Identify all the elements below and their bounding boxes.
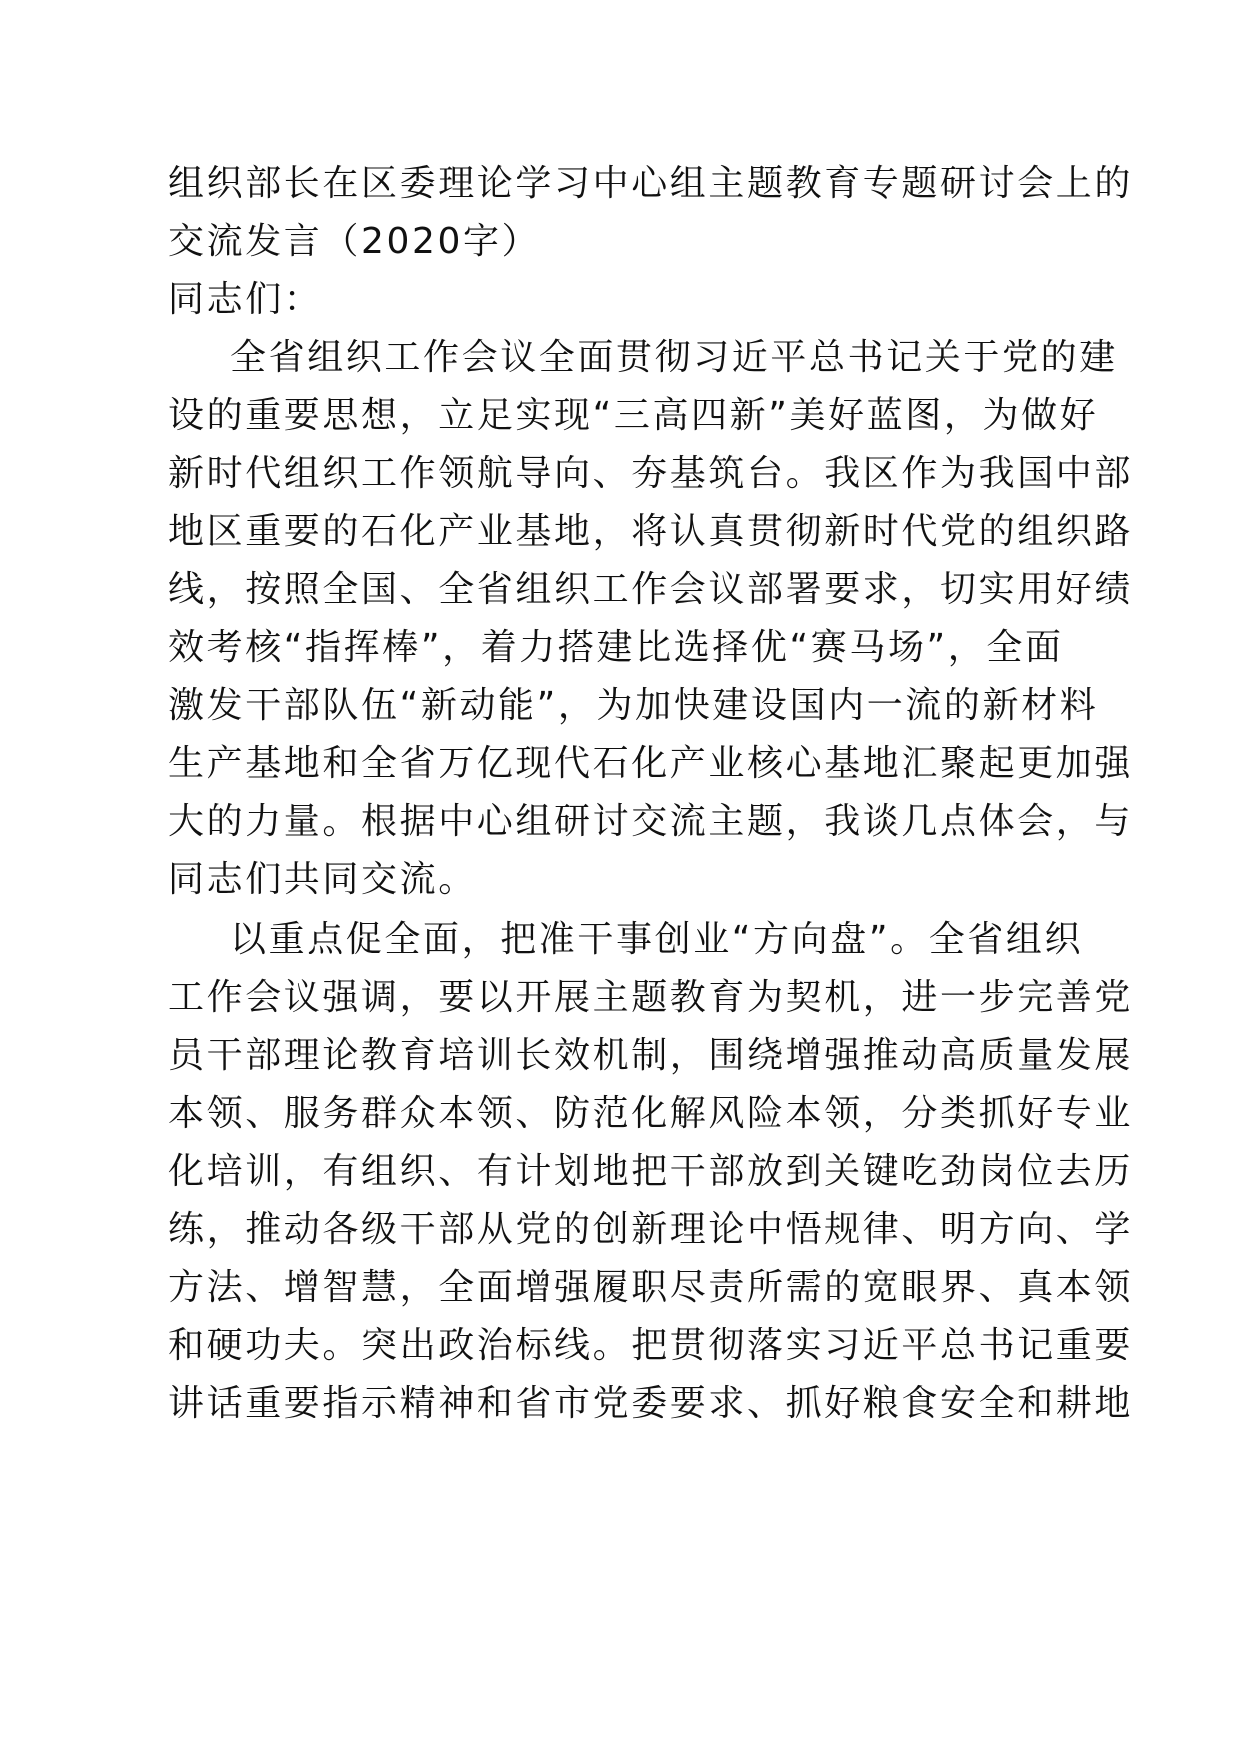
paragraph-line: 员干部理论教育培训长效机制，围绕增强推动高质量发展 (168, 1035, 1134, 1076)
title-line: 交流发言（2020字） (168, 221, 541, 262)
paragraph-line: 以重点促全面，把准干事创业“方向盘”。全省组织 (230, 919, 1084, 960)
paragraph-line: 大的力量。根据中心组研讨交流主题，我谈几点体会，与 (168, 801, 1134, 842)
paragraph-line: 工作会议强调，要以开展主题教育为契机，进一步完善党 (168, 977, 1134, 1018)
paragraph-line: 激发干部队伍“新动能”，为加快建设国内一流的新材料 (168, 685, 1099, 726)
paragraph-line: 讲话重要指示精神和省市党委要求、抓好粮食安全和耕地 (168, 1383, 1134, 1424)
paragraph-line: 生产基地和全省万亿现代石化产业核心基地汇聚起更加强 (168, 743, 1134, 784)
paragraph-line: 新时代组织工作领航导向、夯基筑台。我区作为我国中部 (168, 453, 1134, 494)
salutation: 同志们： (168, 279, 323, 320)
paragraph-line: 方法、增智慧，全面增强履职尽责所需的宽眼界、真本领 (168, 1267, 1134, 1308)
paragraph-2 (168, 911, 1134, 1433)
document-page (168, 155, 1134, 1433)
paragraph-line: 设的重要思想，立足实现“三高四新”美好蓝图，为做好 (168, 395, 1099, 436)
paragraph-line: 练，推动各级干部从党的创新理论中悟规律、明方向、学 (168, 1209, 1134, 1250)
paragraph-line: 效考核“指挥棒”，着力搭建比选择优“赛马场”，全面 (168, 627, 1064, 668)
paragraph-line: 线，按照全国、全省组织工作会议部署要求，切实用好绩 (168, 569, 1134, 610)
paragraph-1 (168, 329, 1134, 909)
paragraph-line: 本领、服务群众本领、防范化解风险本领，分类抓好专业 (168, 1093, 1134, 1134)
paragraph-line: 地区重要的石化产业基地，将认真贯彻新时代党的组织路 (168, 511, 1134, 552)
paragraph-line: 化培训，有组织、有计划地把干部放到关键吃劲岗位去历 (168, 1151, 1134, 1192)
title-line: 组织部长在区委理论学习中心组主题教育专题研讨会上的 (168, 163, 1134, 204)
paragraph-line: 全省组织工作会议全面贯彻习近平总书记关于党的建 (230, 337, 1118, 378)
document-title (168, 155, 1134, 271)
paragraph-line: 和硬功夫。突出政治标线。把贯彻落实习近平总书记重要 (168, 1325, 1134, 1366)
paragraph-line: 同志们共同交流。 (168, 859, 477, 900)
